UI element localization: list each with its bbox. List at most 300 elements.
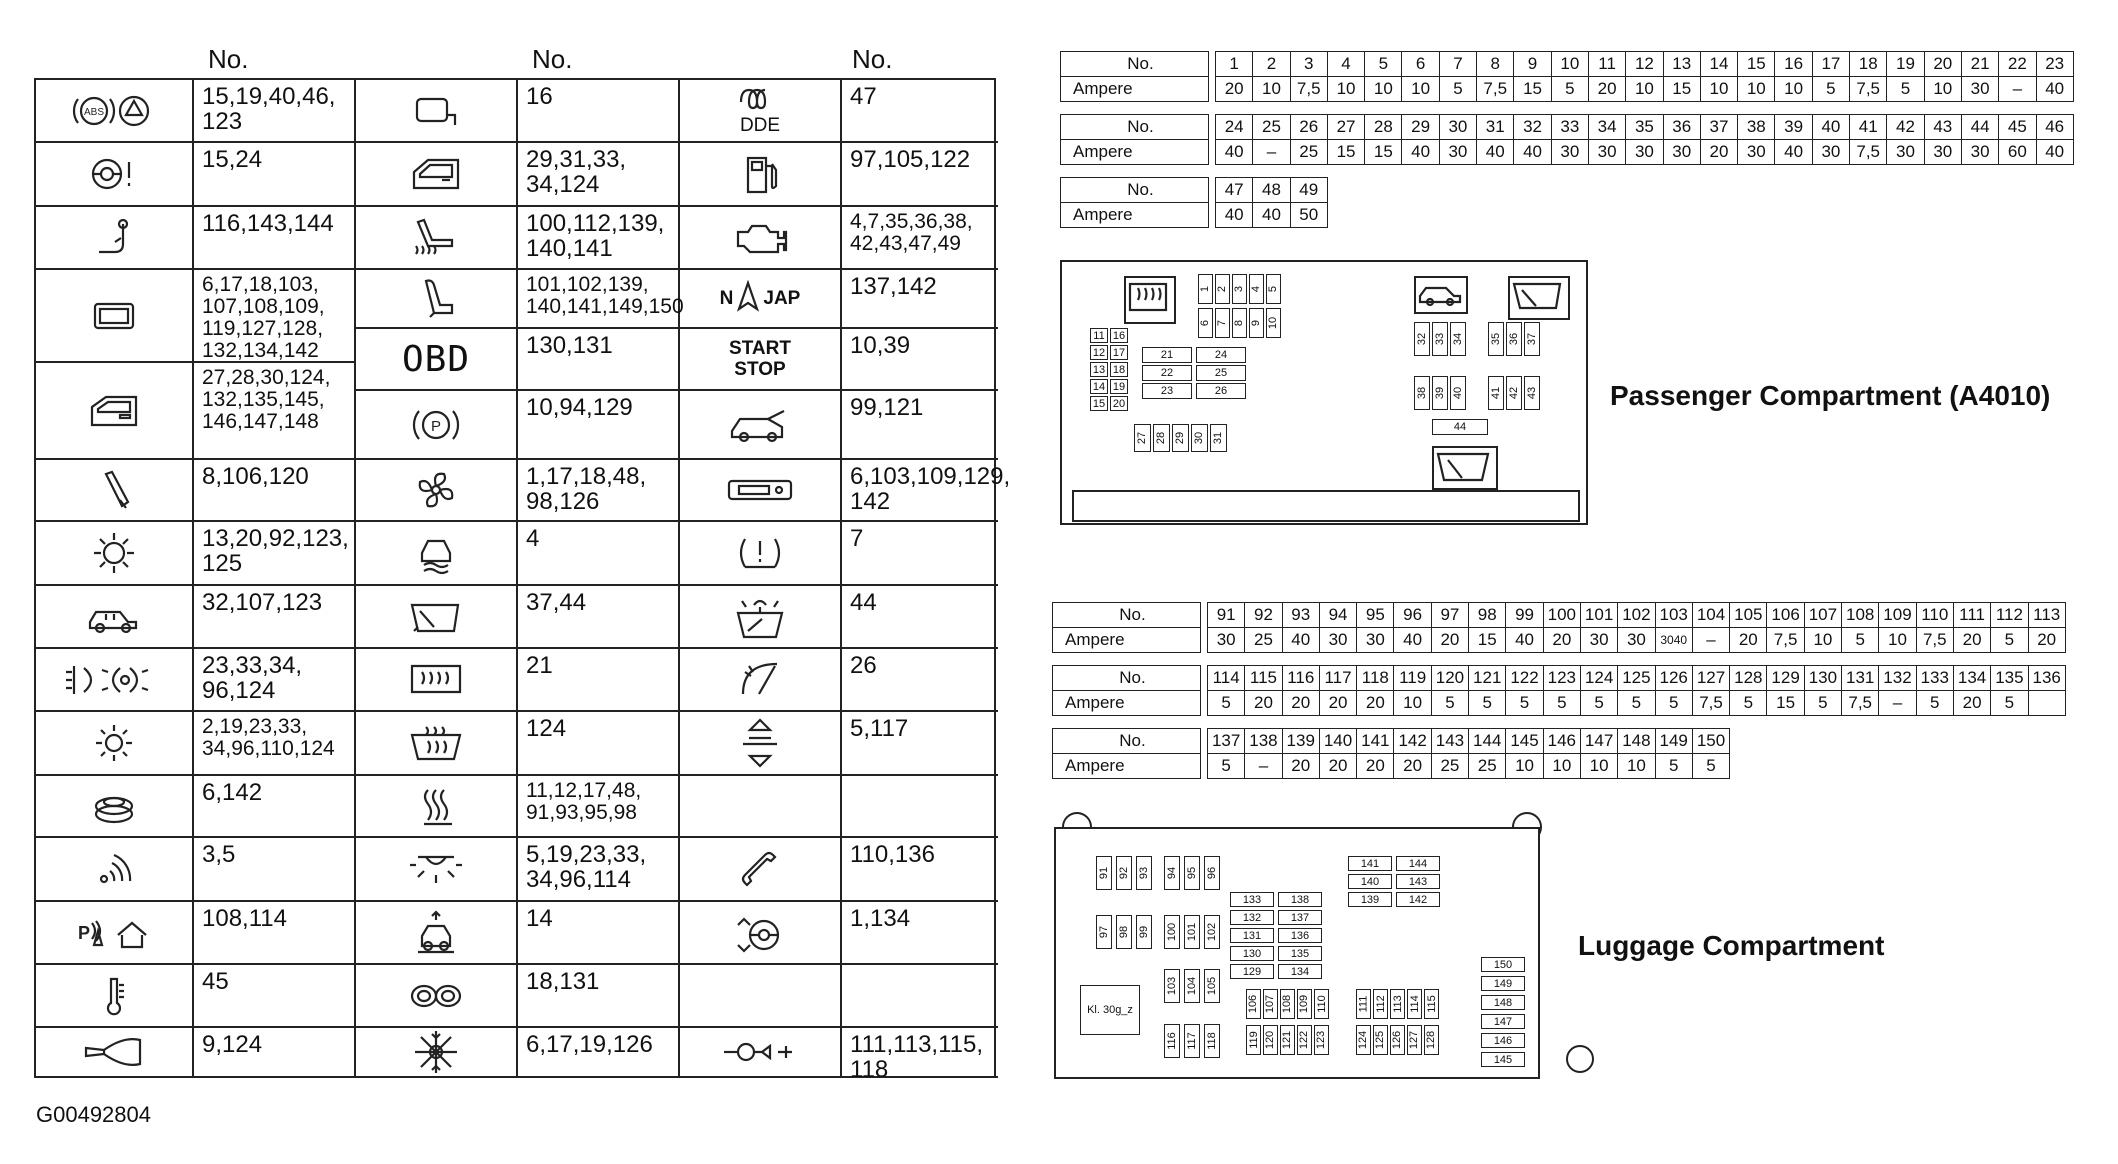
fuse-numbers: 10,39: [850, 332, 911, 359]
fuse-no: 108: [1842, 603, 1879, 628]
fuse-no: 14: [1700, 52, 1737, 77]
car-lift-icon: [356, 902, 516, 963]
navigation-region-label: JAP: [763, 288, 801, 309]
cup-holder-icon: [356, 965, 516, 1026]
passenger-compartment-title: Passenger Compartment (A4010): [1610, 380, 2051, 411]
figure-code: G00492804: [36, 1102, 151, 1127]
header-no-col3: No.: [852, 44, 893, 74]
fuse-slot: 113: [1390, 989, 1405, 1019]
symbol-cell: [36, 838, 194, 902]
fuse-ampere: 30: [1924, 140, 1961, 165]
fuse-slot: 105: [1204, 969, 1220, 1003]
fuse-ampere: 15: [1365, 140, 1402, 165]
fuse-ampere: 40: [1253, 203, 1290, 228]
luggage-box-outline: [1054, 827, 1540, 1079]
fuse-no: 3: [1290, 52, 1327, 77]
fuse-no: 92: [1245, 603, 1282, 628]
fuse-slot: 39: [1432, 376, 1448, 410]
headlight-icon: [36, 649, 192, 710]
fuse-numbers-cell: [518, 80, 680, 143]
fuse-numbers-cell: [518, 329, 680, 391]
fuse-slot: 14: [1090, 379, 1108, 394]
interior-light-icon: [356, 838, 516, 900]
fuse-numbers-cell: [194, 270, 356, 363]
fuse-numbers-cell: [518, 1028, 680, 1078]
fuse-slot: 20: [1110, 396, 1128, 411]
fuse-ampere: 10: [1626, 77, 1663, 102]
fuse-no: 104: [1692, 603, 1729, 628]
fuse-slot: 133: [1230, 892, 1274, 907]
fuse-ampere: 40: [1506, 628, 1543, 653]
fuse-slot: 24: [1196, 347, 1246, 363]
fuse-ampere: 30: [1439, 140, 1476, 165]
fuse-numbers-cell: [842, 207, 998, 270]
fuse-no: 121: [1469, 666, 1506, 691]
fuse-no: 120: [1431, 666, 1468, 691]
fuse-numbers-cell: [518, 712, 680, 776]
fuse-numbers: 18,131: [526, 968, 600, 995]
fuse-ampere: –: [1245, 754, 1282, 779]
symbol-cell: [356, 270, 518, 329]
fuse-no: 48: [1253, 178, 1290, 203]
fuse-no: 9: [1514, 52, 1551, 77]
fuse-ampere: 20: [1245, 691, 1282, 716]
fuse-numbers-cell: [194, 838, 356, 902]
symbol-cell: [356, 965, 518, 1028]
fuse-numbers-cell: [194, 902, 356, 965]
dde-label: DDE: [739, 114, 781, 136]
fuse-no: 106: [1767, 603, 1804, 628]
fuse-no: 122: [1506, 666, 1543, 691]
fuse-no: 137: [1208, 729, 1245, 754]
fuse-no: 114: [1208, 666, 1245, 691]
fuse-ampere: 50: [1290, 203, 1327, 228]
fuse-ampere: 60: [1999, 140, 2036, 165]
fuse-numbers: 111,113,115, 118: [850, 1031, 984, 1083]
fuse-no: 33: [1551, 115, 1588, 140]
fuse-slot: 13: [1090, 362, 1108, 377]
ampere-table: No. 47 48 49 Ampere 40 40 50: [1060, 177, 1328, 228]
fuse-slot: 30: [1191, 424, 1208, 452]
header-no-col1: No.: [208, 44, 249, 74]
fuse-no: 139: [1282, 729, 1319, 754]
fuse-ampere: 5: [1887, 77, 1924, 102]
fuse-slot: 116: [1164, 1024, 1180, 1058]
fuse-ampere: 5: [1655, 691, 1692, 716]
fuse-numbers-cell: [194, 143, 356, 207]
fuse-slot: 115: [1424, 989, 1439, 1019]
fuse-ampere: 25: [1431, 754, 1468, 779]
fuse-ampere: 5: [1916, 691, 1953, 716]
fuse-slot: 38: [1414, 376, 1430, 410]
fuse-ampere: 20: [1357, 754, 1394, 779]
navigation-north-label: N: [719, 288, 734, 309]
ampere-table: No. 91 92 93 94 95 96 97 98 99 100 101 102 103 104 105 106 107 108 109 110 111 112 113 Ampere 30 25 40 30 30 40 20 15 40 20 30 30 3040 – 20 7,5 10 5 10 7,5 20 5 20: [1052, 602, 2066, 653]
seat-icon: [356, 270, 516, 327]
fuse-ampere: –: [1692, 628, 1729, 653]
abs-warning-icon: [36, 80, 192, 141]
fuse-no: 18: [1850, 52, 1887, 77]
fuse-numbers-cell: [518, 143, 680, 207]
fuse-no: 123: [1543, 666, 1580, 691]
fuse-slot: 19: [1110, 379, 1128, 394]
symbol-cell: [356, 329, 518, 391]
symbol-cell: [356, 649, 518, 712]
fuse-no: 35: [1626, 115, 1663, 140]
fuse-slot: 6: [1198, 308, 1213, 338]
fuse-slot: 119: [1246, 1025, 1261, 1055]
fuse-no: 101: [1580, 603, 1617, 628]
fuse-slot: 28: [1153, 424, 1170, 452]
fuse-no: 115: [1245, 666, 1282, 691]
fuse-slot: 29: [1172, 424, 1189, 452]
symbol-cell: [36, 649, 194, 712]
fuse-no: 27: [1327, 115, 1364, 140]
fuse-no: 126: [1655, 666, 1692, 691]
fuse-ampere: 25: [1245, 628, 1282, 653]
fuse-slot: 26: [1196, 383, 1246, 399]
symbol-cell: [36, 80, 194, 143]
fuse-no: 132: [1879, 666, 1916, 691]
door-icon: [356, 143, 516, 205]
fuse-ampere: 20: [1730, 628, 1767, 653]
fuse-no: 28: [1365, 115, 1402, 140]
fuse-numbers-cell: [194, 776, 356, 838]
fuse-numbers: 2,19,23,33, 34,96,110,124: [202, 715, 335, 760]
fuse-ampere: 7,5: [1850, 140, 1887, 165]
symbol-cell: [36, 902, 194, 965]
washer-icon: [680, 586, 840, 647]
svg-text:P: P: [78, 922, 91, 943]
fuse-no: 39: [1775, 115, 1812, 140]
fuse-no: 4: [1327, 52, 1364, 77]
fuse-slot: 17: [1110, 345, 1128, 360]
fuse-ampere: 30: [1663, 140, 1700, 165]
symbol-cell: [356, 838, 518, 902]
fuse-no: 148: [1618, 729, 1655, 754]
fuse-ampere: 40: [1477, 140, 1514, 165]
fuse-slot: 144: [1396, 856, 1440, 871]
fuse-slot: 93: [1136, 856, 1152, 890]
fuel-pump-icon: [680, 143, 840, 205]
fuse-ampere: 25: [1469, 754, 1506, 779]
fuse-no: 149: [1655, 729, 1692, 754]
fuse-numbers-cell: [518, 776, 680, 838]
fuse-numbers-cell: [842, 522, 998, 586]
fuse-ampere: 10: [1738, 77, 1775, 102]
fuse-numbers: 29,31,33, 34,124: [526, 146, 627, 198]
fuse-slot: 34: [1450, 322, 1466, 356]
fuse-numbers-cell: [194, 363, 356, 460]
fuse-numbers-cell: [842, 712, 998, 776]
fuse-ampere: 10: [1506, 754, 1543, 779]
svg-text:P: P: [430, 417, 442, 435]
fuse-slot: 95: [1184, 856, 1200, 890]
fuse-no: 36: [1663, 115, 1700, 140]
fuse-numbers-cell: [518, 586, 680, 649]
fuse-slot: 98: [1116, 915, 1132, 949]
fuse-ampere: 20: [1431, 628, 1468, 653]
fuse-numbers-cell: [842, 143, 998, 207]
fuse-ampere: 20: [1319, 754, 1356, 779]
fuse-slot: 25: [1196, 365, 1246, 381]
fuse-numbers: 100,112,139, 140,141: [526, 210, 665, 262]
fuse-numbers: 137,142: [850, 273, 937, 300]
fuse-ampere: 15: [1327, 140, 1364, 165]
fuse-no: 41: [1850, 115, 1887, 140]
fuse-ampere: 20: [1588, 77, 1625, 102]
fuse-no: 138: [1245, 729, 1282, 754]
fuse-slot: 35: [1488, 322, 1504, 356]
fuse-ampere: 20: [1282, 691, 1319, 716]
fuse-slot: 8: [1232, 308, 1247, 338]
fuse-ampere: –: [1879, 691, 1916, 716]
fuse-slot: 99: [1136, 915, 1152, 949]
symbol-cell: [36, 207, 194, 270]
fuse-no: 11: [1588, 52, 1625, 77]
rear-defrost-icon: [356, 649, 516, 710]
fuse-slot: 36: [1506, 322, 1522, 356]
glow-plug-icon: [680, 80, 840, 141]
seat-adjust-icon: [680, 712, 840, 774]
fuse-no: 130: [1804, 666, 1841, 691]
fuse-numbers-cell: [842, 586, 998, 649]
fuse-slot: 140: [1348, 874, 1392, 889]
symbol-cell: [356, 391, 518, 460]
fuse-ampere: –: [1999, 77, 2036, 102]
fuse-no: 127: [1692, 666, 1729, 691]
fuse-numbers: 130,131: [526, 332, 613, 359]
fuse-slot: 111: [1356, 989, 1371, 1019]
fuse-numbers: 27,28,30,124, 132,135,145, 146,147,148: [202, 366, 331, 433]
fuse-ampere: 5: [1804, 691, 1841, 716]
symbol-cell: [36, 522, 194, 586]
fuse-numbers: 37,44: [526, 589, 587, 616]
fuse-no: 124: [1580, 666, 1617, 691]
fuse-slot: 108: [1280, 989, 1295, 1019]
fuse-slot: 136: [1278, 928, 1322, 943]
fuse-no: 107: [1804, 603, 1841, 628]
fuse-ampere: –: [1253, 140, 1290, 165]
symbol-cell: [680, 712, 842, 776]
phone-icon: [680, 838, 840, 900]
fuse-slot: 150: [1481, 957, 1525, 972]
symbol-cell: [36, 143, 194, 207]
fuse-no: 128: [1730, 666, 1767, 691]
fuse-slot: 18: [1110, 362, 1128, 377]
speaker-icon: [36, 776, 192, 836]
fuse-slot: 41: [1488, 376, 1504, 410]
rear-wiper-icon: [1432, 446, 1498, 490]
fuse-no: 112: [1991, 603, 2028, 628]
fuse-numbers: 47: [850, 83, 877, 110]
symbol-cell: [680, 207, 842, 270]
fuse-no: 117: [1319, 666, 1356, 691]
symbol-cell: [36, 586, 194, 649]
fuse-no: 95: [1357, 603, 1394, 628]
fuse-slot: 22: [1142, 365, 1192, 381]
fuse-numbers: 116,143,144: [202, 210, 334, 237]
fuse-no: 49: [1290, 178, 1327, 203]
fuse-ampere: 10: [1365, 77, 1402, 102]
fuse-slot: 138: [1278, 892, 1322, 907]
fuse-no: 109: [1879, 603, 1916, 628]
fuse-ampere: 10: [1804, 628, 1841, 653]
seat-heater-icon: [356, 207, 516, 268]
symbol-cell: [36, 965, 194, 1028]
svg-text:ABS: ABS: [83, 106, 105, 118]
fuse-slot: 101: [1184, 915, 1200, 949]
fuse-numbers: 23,33,34, 96,124: [202, 652, 303, 704]
fuse-ampere: 30: [1618, 628, 1655, 653]
fuse-slot: 127: [1407, 1025, 1422, 1055]
fuse-no: 43: [1924, 115, 1961, 140]
fuse-ampere: 5: [1439, 77, 1476, 102]
fuse-no: 2: [1253, 52, 1290, 77]
fuse-numbers-cell: [518, 522, 680, 586]
engine-icon: [680, 207, 840, 268]
rear-wiper-icon: [1508, 276, 1570, 320]
fuse-no: 125: [1618, 666, 1655, 691]
fuse-slot: 15: [1090, 396, 1108, 411]
fuse-ampere: 30: [1208, 628, 1245, 653]
display-icon: [36, 270, 192, 361]
fuse-ampere: 10: [1924, 77, 1961, 102]
fuse-no: 133: [1916, 666, 1953, 691]
fuse-numbers: 1,134: [850, 905, 911, 932]
fuse-no: 111: [1953, 603, 1990, 628]
fuse-ampere: 20: [1543, 628, 1580, 653]
fuse-slot: 40: [1450, 376, 1466, 410]
trailer-hitch-icon: [36, 207, 192, 268]
fuse-slot: 148: [1481, 995, 1525, 1010]
fuse-slot: 44: [1432, 419, 1488, 435]
fuse-no: 22: [1999, 52, 2036, 77]
fuse-ampere: 40: [1216, 140, 1253, 165]
fuse-no: 91: [1208, 603, 1245, 628]
fuse-slot: 97: [1096, 915, 1112, 949]
fuse-no: 19: [1887, 52, 1924, 77]
fuse-numbers-cell: [842, 329, 998, 391]
fuse-ampere: 7,5: [1850, 77, 1887, 102]
fuse-ampere: 10: [1775, 77, 1812, 102]
car-key-icon: [36, 586, 192, 647]
fuse-numbers: 6,103,109,129, 142: [850, 463, 1011, 515]
fuse-ampere: 5: [1730, 691, 1767, 716]
symbol-cell: [680, 902, 842, 965]
fan-icon: [356, 460, 516, 520]
fuse-ampere: 20: [1282, 754, 1319, 779]
fuse-no: 136: [2028, 666, 2065, 691]
symbol-cell: [356, 522, 518, 586]
fuse-no: 24: [1216, 115, 1253, 140]
fuse-slot: 142: [1396, 892, 1440, 907]
fuse-ampere: 5: [1506, 691, 1543, 716]
fuse-no: 142: [1394, 729, 1431, 754]
fuse-ampere: 5: [1991, 628, 2028, 653]
car-key-icon: [1414, 276, 1468, 314]
fuse-no: 30: [1439, 115, 1476, 140]
fuse-slot: 131: [1230, 928, 1274, 943]
fuse-slot: 32: [1414, 322, 1430, 356]
start-stop-label: START STOP: [729, 338, 791, 380]
fuse-slot: 109: [1297, 989, 1312, 1019]
fuse-numbers-cell: [518, 391, 680, 460]
fuse-numbers-cell: [194, 586, 356, 649]
fuse-ampere: 5: [1655, 754, 1692, 779]
fuse-ampere: 5: [1991, 691, 2028, 716]
symbol-cell: [356, 586, 518, 649]
fuse-ampere: 5: [1812, 77, 1849, 102]
fuse-no: 103: [1655, 603, 1692, 628]
fuse-ampere: 5: [1208, 754, 1245, 779]
fuse-slot: 103: [1164, 969, 1180, 1003]
fuse-slot: 122: [1297, 1025, 1312, 1055]
symbol-cell: [36, 712, 194, 776]
fuse-slot: 139: [1348, 892, 1392, 907]
fuse-ampere: 15: [1663, 77, 1700, 102]
fuse-numbers: 6,142: [202, 779, 263, 806]
symbol-cell: [680, 776, 842, 838]
fuse-ampere: 7,5: [1692, 691, 1729, 716]
fuse-slot: 4: [1249, 274, 1264, 304]
fuse-ampere: 25: [1290, 140, 1327, 165]
fuse-numbers-cell: [194, 207, 356, 270]
fuse-no: 110: [1916, 603, 1953, 628]
fuse-ampere: 15: [1469, 628, 1506, 653]
fuse-slot: 134: [1278, 964, 1322, 979]
fuse-slot: 94: [1164, 856, 1180, 890]
fuse-ampere: 20: [1394, 754, 1431, 779]
fuse-slot: 126: [1390, 1025, 1405, 1055]
fuse-ampere: 30: [1812, 140, 1849, 165]
fuse-no: 5: [1365, 52, 1402, 77]
fuse-slot: 118: [1204, 1024, 1220, 1058]
fuse-ampere: 30: [1961, 140, 1998, 165]
fuse-slot: 120: [1263, 1025, 1278, 1055]
terminal-30g-z: Kl. 30g_z: [1080, 985, 1140, 1035]
fuse-no: 7: [1439, 52, 1476, 77]
fuse-no: 45: [1999, 115, 2036, 140]
fuse-numbers: 4: [526, 525, 540, 552]
fuse-ampere: 7,5: [1767, 628, 1804, 653]
symbol-cell: [356, 902, 518, 965]
symbol-cell: [36, 776, 194, 838]
fuse-numbers: 9,124: [202, 1031, 263, 1058]
fuse-ampere: 15: [1514, 77, 1551, 102]
fuse-slot: 16: [1110, 328, 1128, 343]
fuse-ampere: 30: [1357, 628, 1394, 653]
fuse-numbers: 32,107,123: [202, 589, 323, 616]
symbol-cell: [680, 838, 842, 902]
windshield-heat-icon: [356, 712, 516, 774]
antenna-icon: [36, 838, 192, 900]
symbol-cell: [680, 270, 842, 329]
fuse-numbers: 124: [526, 715, 567, 742]
fuse-ampere: 5: [1543, 691, 1580, 716]
fuse-ampere: 10: [1253, 77, 1290, 102]
wiper-icon: [680, 649, 840, 710]
fuse-numbers: 101,102,139, 140,141,149,150: [526, 273, 684, 318]
fuse-numbers-cell: [194, 80, 356, 143]
fuse-slot: 92: [1116, 856, 1132, 890]
fuse-no: 113: [2028, 603, 2065, 628]
fuse-ampere: 10: [1700, 77, 1737, 102]
fuse-ampere: 40: [1394, 628, 1431, 653]
fuse-numbers: 4,7,35,36,38, 42,43,47,49: [850, 210, 973, 255]
symbol-cell: [680, 143, 842, 207]
fuse-numbers: 15,19,40,46, 123: [202, 83, 336, 135]
